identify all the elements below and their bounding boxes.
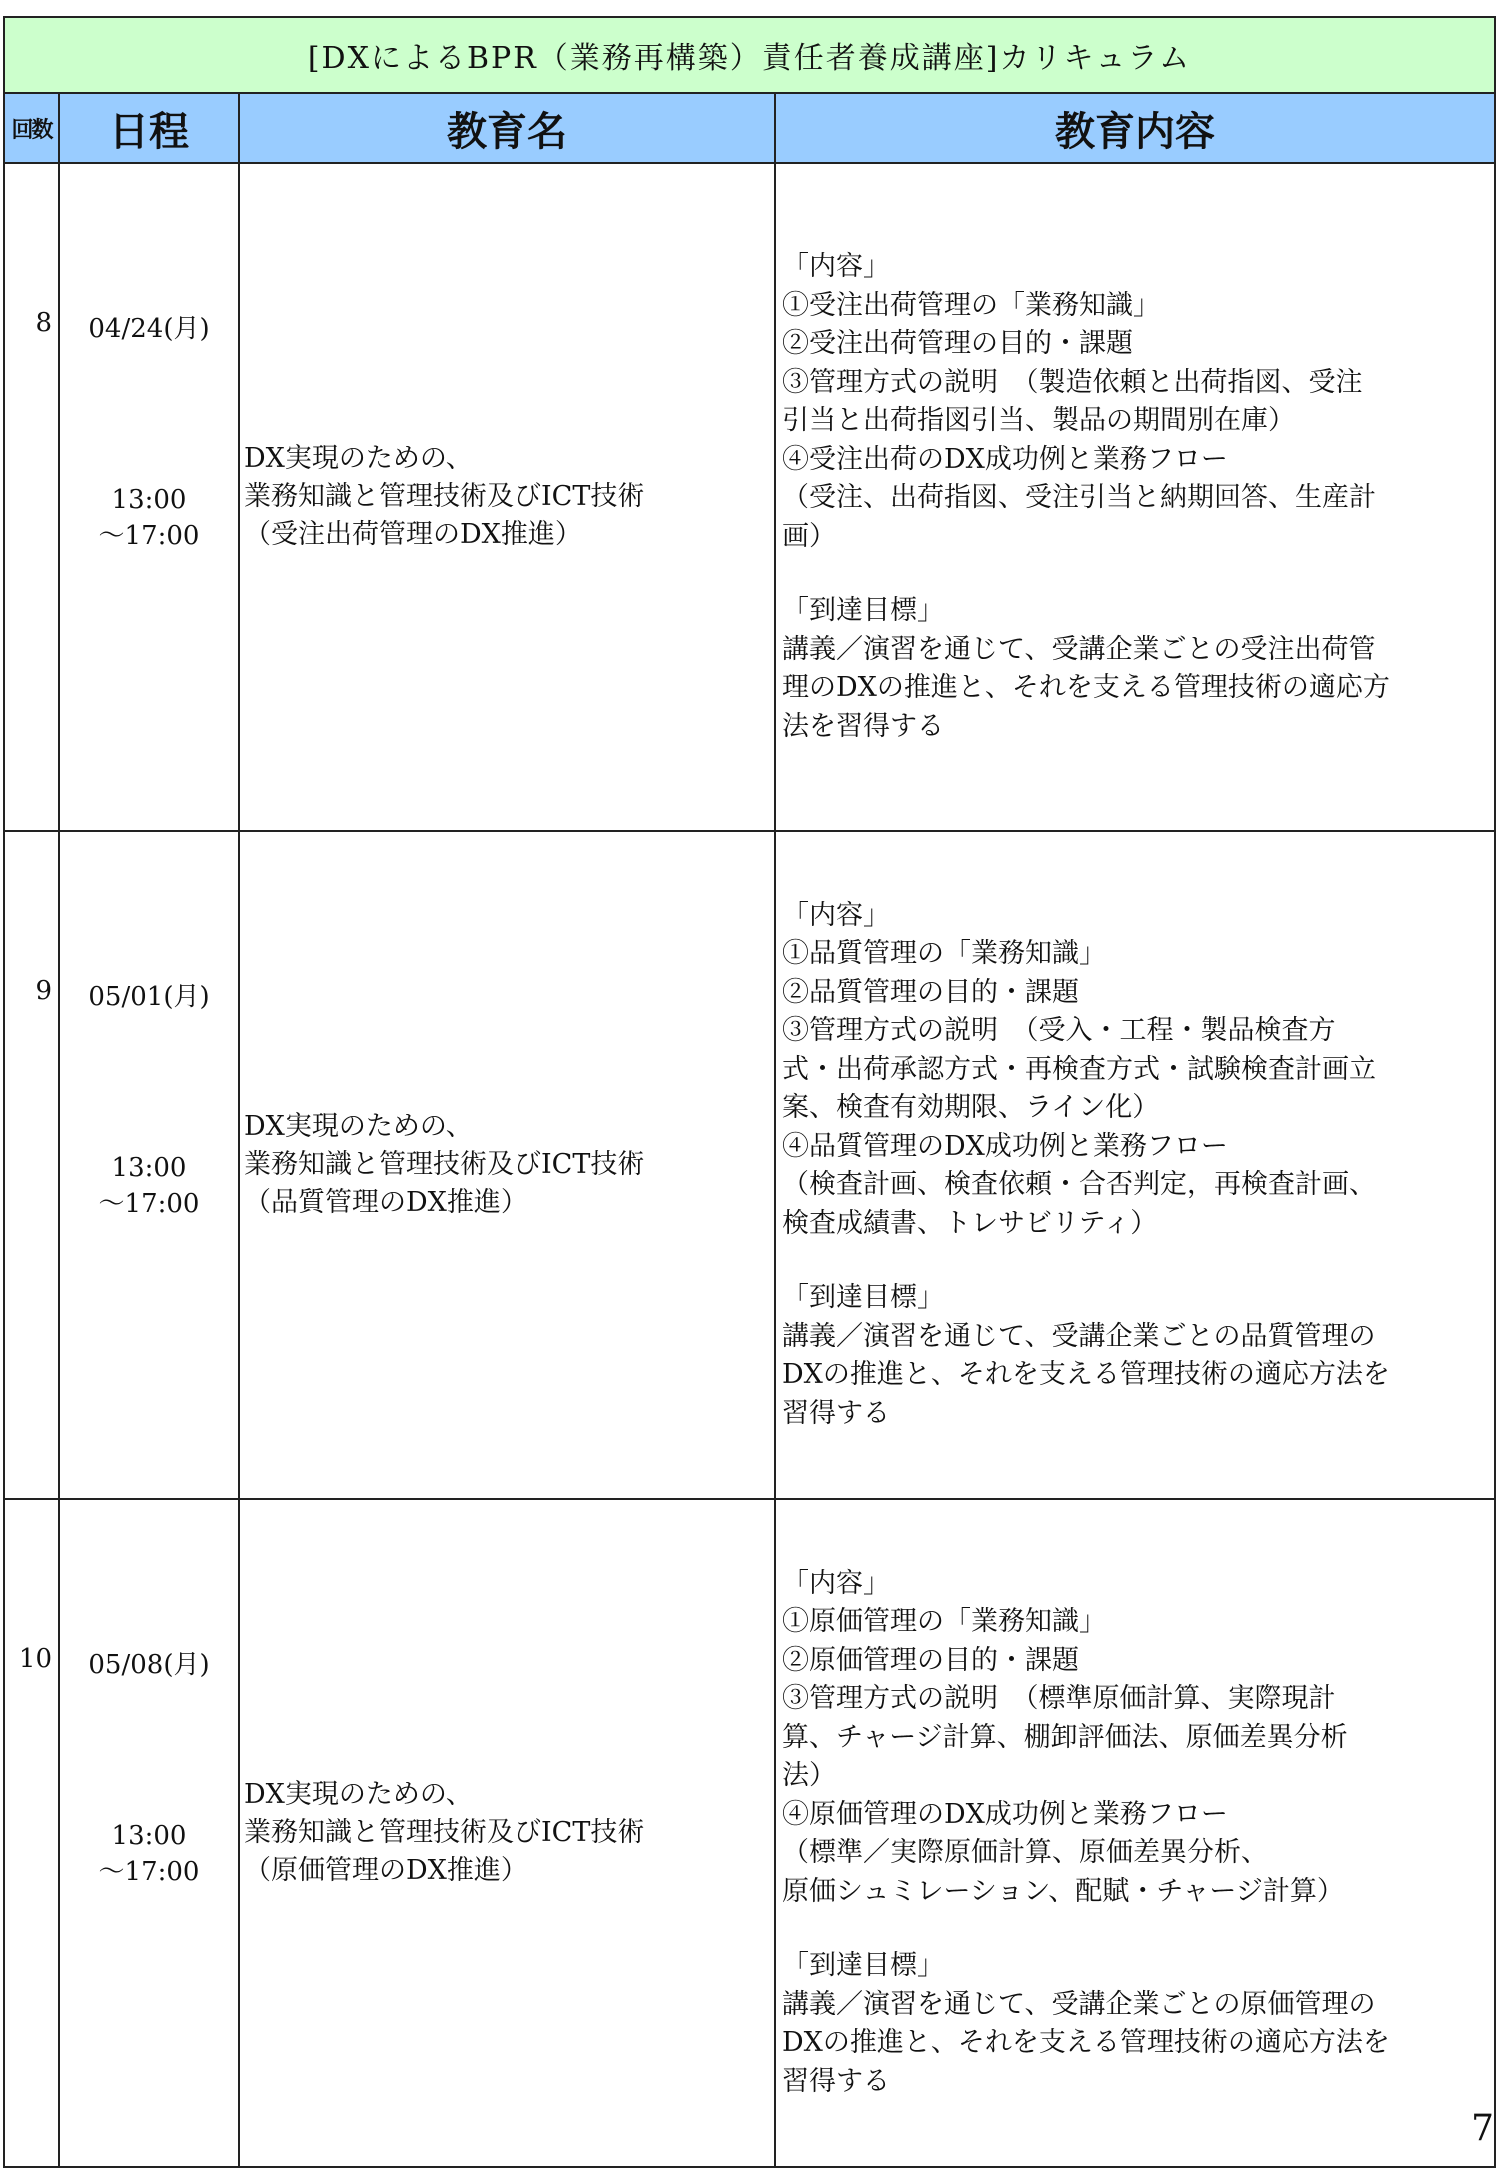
content-line: ④品質管理のDX成功例と業務フロー bbox=[782, 1130, 1228, 1162]
course-name-line: 業務知識と管理技術及びICT技術 bbox=[244, 1149, 645, 1180]
session-time-start: 13:00 bbox=[111, 1153, 187, 1183]
schedule-cell bbox=[59, 1499, 239, 2167]
goal-line: 講義／演習を通じて、受講企業ごとの原価管理の bbox=[782, 1988, 1376, 2020]
header-schedule: 日程 bbox=[59, 93, 239, 163]
content-line: （標準／実際原価計算、原価差異分析、 bbox=[782, 1837, 1268, 1869]
session-number: 8 bbox=[35, 308, 52, 338]
content-line: 「内容」 bbox=[782, 1567, 890, 1599]
content-line: 画） bbox=[782, 520, 836, 552]
table-title: [DXによるBPR（業務再構築）責任者養成講座]カリキュラム bbox=[4, 17, 1495, 93]
section-gap bbox=[782, 1243, 1490, 1279]
content-line: ①品質管理の「業務知識」 bbox=[782, 938, 1106, 970]
table-row bbox=[4, 163, 1495, 831]
goal-line: 法を習得する bbox=[782, 710, 944, 742]
session-date: 05/01(月) bbox=[88, 982, 210, 1012]
content-line: 引当と出荷指図引当、製品の期間別在庫） bbox=[782, 405, 1295, 436]
session-number: 10 bbox=[18, 1644, 52, 1674]
table-row bbox=[4, 831, 1495, 1499]
content-line: ①受注出荷管理の「業務知識」 bbox=[782, 289, 1160, 321]
session-number-cell bbox=[4, 1499, 59, 2167]
session-number-cell bbox=[4, 831, 59, 1499]
header-course-name: 教育名 bbox=[239, 93, 775, 163]
course-name-line: 業務知識と管理技術及びICT技術 bbox=[244, 481, 645, 512]
content-line: ④原価管理のDX成功例と業務フロー bbox=[782, 1798, 1228, 1830]
content-line: ②品質管理の目的・課題 bbox=[782, 976, 1079, 1008]
content-line: ③管理方式の説明 （製造依頼と出荷指図、受注 bbox=[782, 366, 1363, 398]
session-number: 9 bbox=[35, 976, 52, 1006]
curriculum-sheet bbox=[3, 16, 1494, 2168]
goal-line: 「到達目標」 bbox=[782, 1282, 944, 1314]
content-line: ①原価管理の「業務知識」 bbox=[782, 1606, 1106, 1638]
session-time-end: ～17:00 bbox=[98, 521, 200, 551]
header-course-content: 教育内容 bbox=[775, 93, 1495, 163]
schedule-cell bbox=[59, 831, 239, 1499]
course-content-cell bbox=[775, 831, 1495, 1499]
course-name-cell bbox=[239, 831, 775, 1499]
content-line: （検査計画、検査依頼・合否判定，再検査計画、 bbox=[782, 1169, 1376, 1201]
header-number: 回数 bbox=[4, 93, 59, 163]
goal-line: 習得する bbox=[782, 2065, 890, 2097]
goal-line: DXの推進と、それを支える管理技術の適応方法を bbox=[782, 2027, 1390, 2059]
content-line: 検査成績書、トレサビリティ） bbox=[782, 1207, 1158, 1239]
course-name-cell bbox=[239, 1499, 775, 2167]
course-name-line: 業務知識と管理技術及びICT技術 bbox=[244, 1817, 645, 1848]
goal-line: 講義／演習を通じて、受講企業ごとの品質管理の bbox=[782, 1320, 1376, 1352]
content-line: 原価シュミレーション、配賦・チャージ計算） bbox=[782, 1875, 1344, 1907]
session-time-start: 13:00 bbox=[111, 485, 187, 515]
course-content-cell bbox=[775, 163, 1495, 831]
session-time-end: ～17:00 bbox=[98, 1857, 200, 1887]
course-name-line: DX実現のための、 bbox=[244, 443, 473, 474]
content-line: 式・出荷承認方式・再検査方式・試験検査計画立 bbox=[782, 1053, 1376, 1085]
course-name-line: DX実現のための、 bbox=[244, 1111, 473, 1142]
section-gap bbox=[782, 556, 1490, 592]
content-line: 法） bbox=[782, 1760, 836, 1792]
session-time-start: 13:00 bbox=[111, 1821, 187, 1851]
content-line: （受注、出荷指図、受注引当と納期回答、生産計 bbox=[782, 482, 1376, 513]
goal-line: 習得する bbox=[782, 1397, 890, 1429]
goal-line: 理のDXの推進と、それを支える管理技術の適応方 bbox=[782, 672, 1390, 703]
goal-line: 講義／演習を通じて、受講企業ごとの受注出荷管 bbox=[782, 633, 1376, 665]
content-line: 案、検査有効期限、ライン化） bbox=[782, 1092, 1160, 1124]
table-row bbox=[4, 1499, 1495, 2167]
content-line: ③管理方式の説明 （標準原価計算、実際現計 bbox=[782, 1683, 1336, 1715]
goal-line: 「到達目標」 bbox=[782, 1950, 944, 1982]
goal-line: DXの推進と、それを支える管理技術の適応方法を bbox=[782, 1359, 1390, 1391]
course-content-cell bbox=[775, 1499, 1495, 2167]
content-line: ②原価管理の目的・課題 bbox=[782, 1644, 1079, 1676]
course-name-cell bbox=[239, 163, 775, 831]
curriculum-table bbox=[3, 16, 1496, 2168]
session-date: 05/08(月) bbox=[88, 1650, 210, 1680]
schedule-cell bbox=[59, 163, 239, 831]
course-name-line: DX実現のための、 bbox=[244, 1779, 473, 1810]
course-name-line: （原価管理のDX推進） bbox=[244, 1855, 528, 1886]
header-row bbox=[4, 93, 1495, 163]
content-line: 算、チャージ計算、棚卸評価法、原価差異分析 bbox=[782, 1721, 1348, 1753]
content-line: ④受注出荷のDX成功例と業務フロー bbox=[782, 443, 1228, 475]
content-line: ②受注出荷管理の目的・課題 bbox=[782, 328, 1133, 359]
title-row bbox=[4, 17, 1495, 93]
session-date: 04/24(月) bbox=[88, 314, 210, 344]
session-time-end: ～17:00 bbox=[98, 1189, 200, 1219]
content-line: ③管理方式の説明 （受入・工程・製品検査方 bbox=[782, 1015, 1336, 1047]
course-name-line: （受注出荷管理のDX推進） bbox=[244, 519, 582, 550]
content-line: 「内容」 bbox=[782, 251, 890, 282]
goal-line: 「到達目標」 bbox=[782, 595, 944, 626]
course-name-line: （品質管理のDX推進） bbox=[244, 1187, 528, 1218]
content-line: 「内容」 bbox=[782, 899, 890, 931]
session-number-cell bbox=[4, 163, 59, 831]
page-number: 7 bbox=[1471, 2108, 1494, 2149]
section-gap bbox=[782, 1911, 1490, 1947]
